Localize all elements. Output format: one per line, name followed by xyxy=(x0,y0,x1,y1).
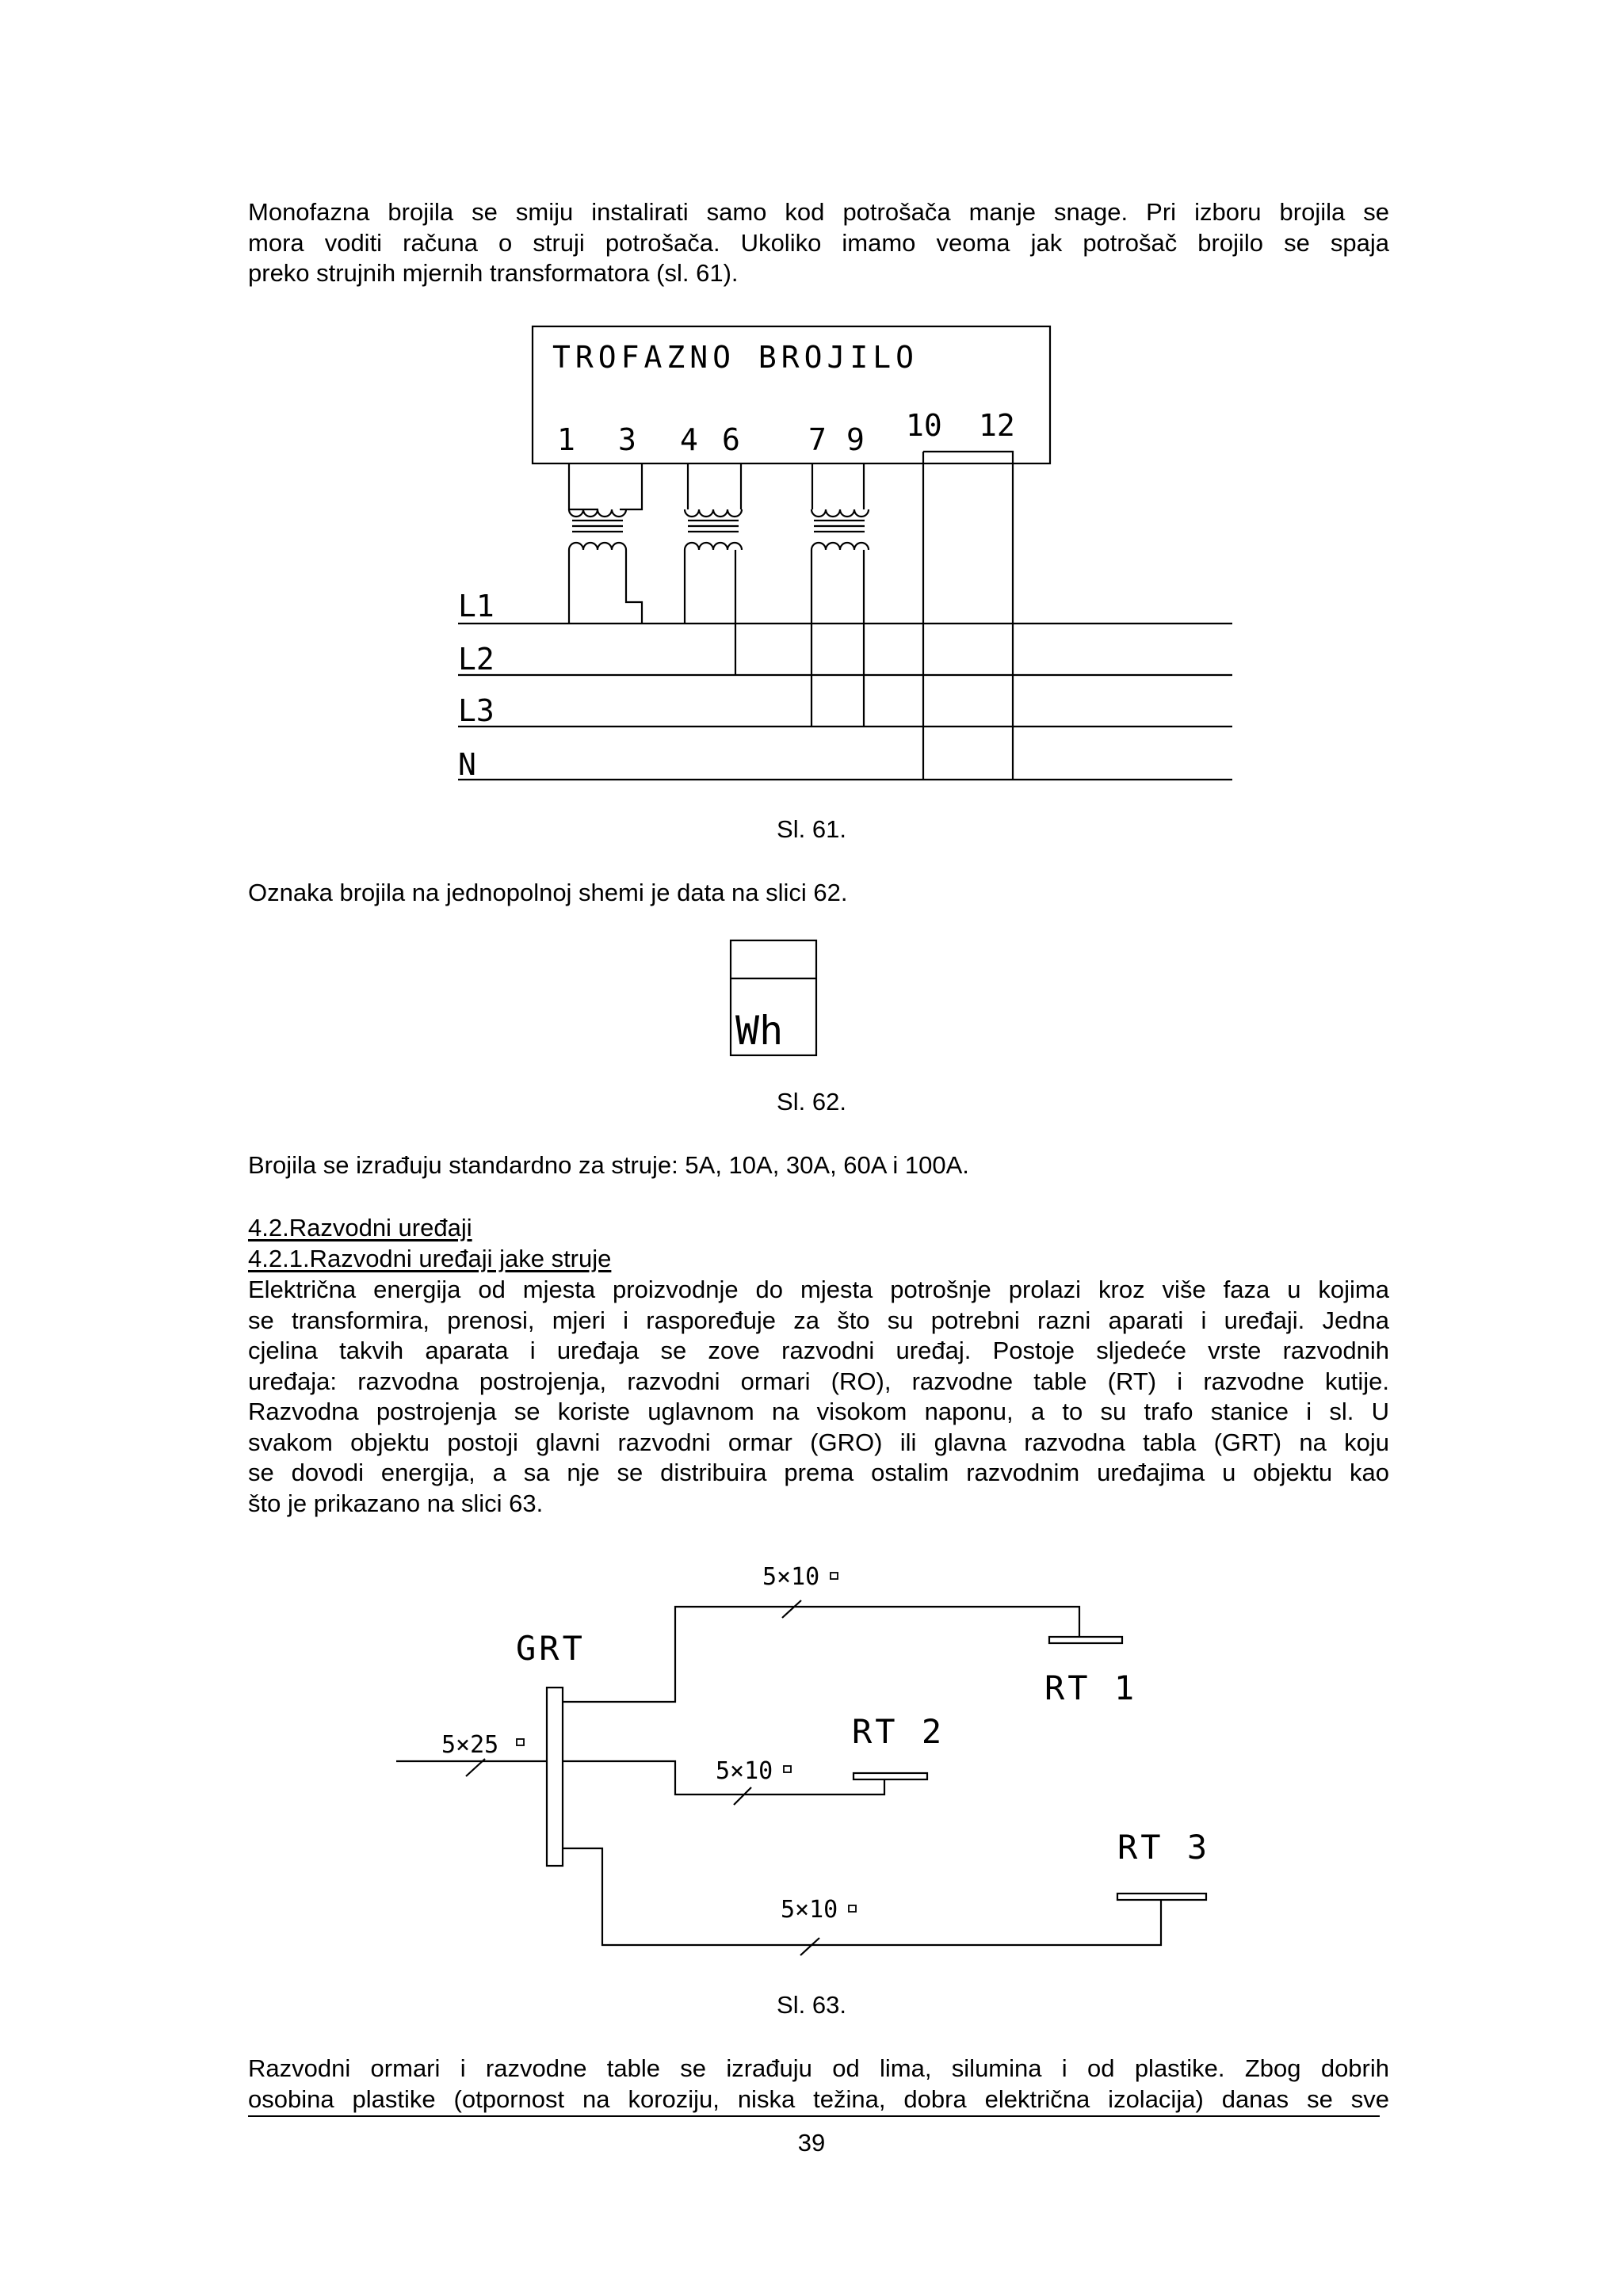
grt-label: GRT xyxy=(516,1629,586,1668)
figure-61-caption: Sl. 61. xyxy=(777,815,846,843)
rt1-label: RT 1 xyxy=(1044,1669,1138,1707)
footer-rule xyxy=(248,2115,1380,2117)
terminal-label: 12 xyxy=(979,408,1015,443)
line-label: N xyxy=(458,747,476,782)
terminal-label: 9 xyxy=(846,422,865,457)
section-heading-4-2: 4.2.Razvodni uređaji xyxy=(248,1214,472,1241)
text-line: se transformira, prenosi, mjeri i raspoređuje za što su potrebni razni aparati i uređaji. Jedna xyxy=(248,1306,1389,1334)
terminal-label: 7 xyxy=(808,422,827,457)
rt3-bar xyxy=(1117,1894,1206,1900)
figure-63-caption: Sl. 63. xyxy=(777,1991,846,2019)
text-line: uređaja: razvodna postrojenja, razvodni ormari (RO), razvodne table (RT) i razvodne kutije. xyxy=(248,1367,1389,1395)
text-line: preko strujnih mjernih transformatora (sl. 61). xyxy=(248,259,739,287)
terminal-label: 10 xyxy=(906,408,942,443)
text-line: Razvodna postrojenja se koriste uglavnom na visokom naponu, a to su trafo stanice i sl. U xyxy=(248,1398,1389,1425)
cable-to-rt3 xyxy=(563,1848,1161,1945)
rt2-label: RT 2 xyxy=(852,1712,945,1751)
closing-paragraph xyxy=(248,2054,1389,2115)
rt1-bar xyxy=(1049,1637,1122,1643)
text-line: se dovodi energija, a sa nje se distribuira prema ostalim razvodnim uređajima u objektu kao xyxy=(248,1459,1389,1486)
rt2-bar xyxy=(854,1773,927,1779)
terminal-label: 3 xyxy=(618,422,636,457)
figure-62-caption: Sl. 62. xyxy=(777,1088,846,1116)
text-line: mora voditi računa o struji potrošača. Ukoliko imamo veoma jak potrošač brojilo se spaja xyxy=(248,228,1389,257)
cable-label-rt3: 5×10 xyxy=(781,1896,838,1924)
meter-title: TROFAZNO BROJILO xyxy=(552,340,919,375)
line-label: L1 xyxy=(458,589,495,624)
cable-to-rt1 xyxy=(563,1607,1079,1702)
text-line: Monofazna brojila se smiju instalirati samo kod potrošača manje snage. Pri izboru brojila se xyxy=(248,198,1389,226)
line-label: L2 xyxy=(458,642,495,677)
grt-bar xyxy=(547,1688,563,1866)
text-line: što je prikazano na slici 63. xyxy=(248,1489,544,1517)
terminal-label: 1 xyxy=(557,422,575,457)
cable-label-rt2: 5×10 xyxy=(716,1757,773,1785)
cable-label-rt1: 5×10 xyxy=(762,1563,820,1591)
line-label: L3 xyxy=(458,693,495,728)
text-line: osobina plastike (otpornost na koroziju, niska težina, dobra električna izolacija) danas se sve xyxy=(248,2084,1389,2113)
text-line: cjelina takvih aparata i uređaja se zove razvodni uređaj. Postoje sljedeće vrste razvodnih xyxy=(248,1337,1389,1364)
text-line: Razvodni ormari i razvodne table se izrađuju od lima, silumina i od plastike. Zbog dobrih xyxy=(248,2054,1389,2082)
section-heading-4-2-1: 4.2.1.Razvodni uređaji jake struje xyxy=(248,1245,612,1272)
text-line: Električna energija od mjesta proizvodnje do mjesta potrošnje prolazi kroz više faza u kojima xyxy=(248,1276,1389,1303)
terminal-label: 6 xyxy=(722,422,740,457)
wh-label: Wh xyxy=(735,1008,784,1054)
text-line: svakom objektu postoji glavni razvodni ormar (GRO) ili glavna razvodna tabla (GRT) na koju xyxy=(248,1428,1389,1456)
figure-62-intro: Oznaka brojila na jednopolnoj shemi je data na slici 62. xyxy=(248,879,848,906)
rt3-label: RT 3 xyxy=(1117,1828,1211,1867)
page-number: 39 xyxy=(797,2129,826,2157)
terminal-label: 4 xyxy=(680,422,698,457)
currents-sentence: Brojila se izrađuju standardno za struje: 5A, 10A, 30A, 60A i 100A. xyxy=(248,1151,969,1179)
cable-label-in: 5×25 xyxy=(441,1731,499,1759)
